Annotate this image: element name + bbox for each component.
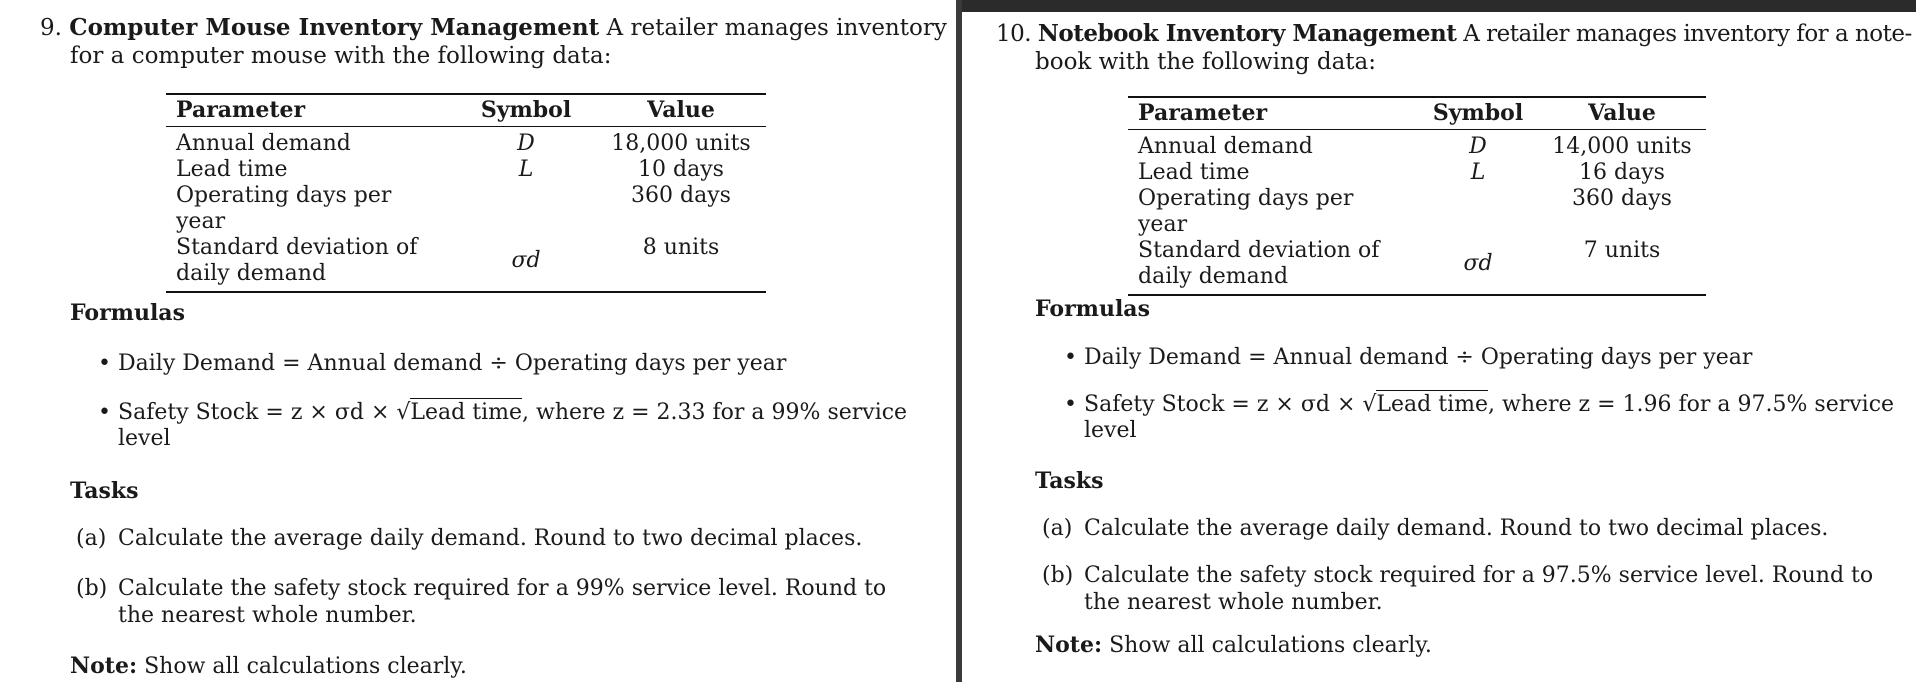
task-text-line1: Calculate the safety stock required for a 97.5% service level. Round to [1084,563,1874,588]
formula-line2: level [118,426,171,451]
table-row [166,157,766,183]
param-cell: Operating days per year [176,183,392,234]
note-text: Show all calculations clearly. [1109,633,1432,658]
symbol-cell: σd [1418,238,1538,295]
problem-9-header [40,14,947,42]
symbol-cell: D [517,131,535,156]
task-a [1042,515,1829,542]
value-cell: 360 days [1572,186,1672,211]
problem-title: Computer Mouse Inventory Management [69,14,600,41]
formula-text: Daily Demand = Annual demand ÷ Operating days per year [1084,345,1753,370]
table-row [1128,130,1706,161]
problem-intro-line2: for a computer mouse with the following data: [70,43,612,69]
param-line1: Standard deviation of [1138,238,1380,263]
formula-sqrt-term: Lead time [410,400,523,425]
bullet-icon: • [98,351,111,376]
task-text: Calculate the average daily demand. Round to two decimal places. [1084,516,1829,541]
problem-intro: A retailer manages inventory [606,15,947,41]
param-line1: Standard deviation of [176,235,418,260]
task-b [1042,562,1874,616]
param-cell: Lead time [176,157,288,182]
formula-daily-demand [1064,345,1753,371]
problem-intro: A retailer manages inventory for a note- [1463,21,1912,47]
symbol-cell [1418,186,1538,238]
symbol-cell: L [1470,160,1486,185]
parameters-table [1128,96,1706,296]
bullet-icon: • [98,400,111,425]
problem-10-header [996,20,1912,48]
tasks-heading: Tasks [1035,468,1104,494]
symbol-cell: L [518,157,534,182]
formula-prefix: Safety Stock = z × σd × [1084,392,1356,417]
formula-daily-demand [98,351,787,377]
header-symbol: Symbol [1418,97,1538,130]
table-row [1128,160,1706,186]
param-cell: Annual demand [1138,134,1313,159]
header-value: Value [596,94,766,127]
table-row [166,235,766,292]
symbol-cell: σd [456,235,596,292]
task-a [76,525,863,552]
note-text: Show all calculations clearly. [144,654,467,679]
symbol-cell [456,183,596,235]
formulas-heading: Formulas [1035,296,1150,322]
sqrt-icon: √ [1362,392,1377,417]
value-cell: 7 units [1538,238,1706,295]
table-row [1128,186,1706,238]
parameters-table [166,93,766,293]
formula-safety-stock [98,400,908,426]
table-header-row [166,94,766,127]
formula-sqrt-term: Lead time [1376,392,1489,417]
formulas-heading: Formulas [70,300,185,326]
value-cell: 10 days [638,157,724,182]
task-text-line1: Calculate the safety stock required for a 99% service level. Round to [118,576,887,601]
formula-line2: level [1084,418,1137,443]
formula-suffix: , where z = 1.96 for a 97.5% service [1488,392,1895,417]
task-label: (a) [1042,516,1073,541]
note [70,653,467,679]
param-line2: daily demand [1138,264,1289,289]
task-text-line2: the nearest whole number. [1084,590,1383,615]
task-label: (b) [1042,563,1074,588]
formula-prefix: Safety Stock = z × σd × [118,400,390,425]
formula-safety-stock [1064,392,1895,418]
header-parameter: Parameter [1128,97,1418,130]
task-text-line2: the nearest whole number. [118,603,417,628]
problem-10-panel [962,0,1916,682]
symbol-cell: D [1469,134,1487,159]
note-label: Note: [1035,632,1103,658]
param-cell [1128,238,1418,295]
param-cell: Operating days per year [1138,186,1354,237]
task-label: (a) [76,526,107,551]
bullet-icon: • [1064,345,1077,370]
note [1035,632,1432,658]
param-cell [166,235,456,292]
table-row [166,127,766,158]
table-row [166,183,766,235]
header-value: Value [1538,97,1706,130]
header-parameter: Parameter [166,94,456,127]
task-b [76,575,887,629]
value-cell: 18,000 units [611,131,751,156]
header-symbol: Symbol [456,94,596,127]
bullet-icon: • [1064,392,1077,417]
table-header-row [1128,97,1706,130]
param-cell: Annual demand [176,131,351,156]
sqrt-icon: √ [396,400,411,425]
problem-number: 9. [40,15,62,41]
formula-text: Daily Demand = Annual demand ÷ Operating days per year [118,351,787,376]
task-text: Calculate the average daily demand. Round to two decimal places. [118,526,863,551]
problem-title: Notebook Inventory Management [1037,20,1457,47]
value-cell: 8 units [596,235,766,292]
problem-9-panel [0,0,956,682]
problem-number: 10. [996,21,1032,47]
note-label: Note: [70,653,138,679]
formula-suffix: , where z = 2.33 for a 99% service [522,400,908,425]
param-line2: daily demand [176,261,327,286]
value-cell: 14,000 units [1552,134,1692,159]
param-cell: Lead time [1138,160,1250,185]
problem-intro-line2: book with the following data: [1035,49,1377,75]
task-label: (b) [76,576,108,601]
value-cell: 360 days [631,183,731,208]
tasks-heading: Tasks [70,478,139,504]
table-row [1128,238,1706,295]
value-cell: 16 days [1579,160,1665,185]
